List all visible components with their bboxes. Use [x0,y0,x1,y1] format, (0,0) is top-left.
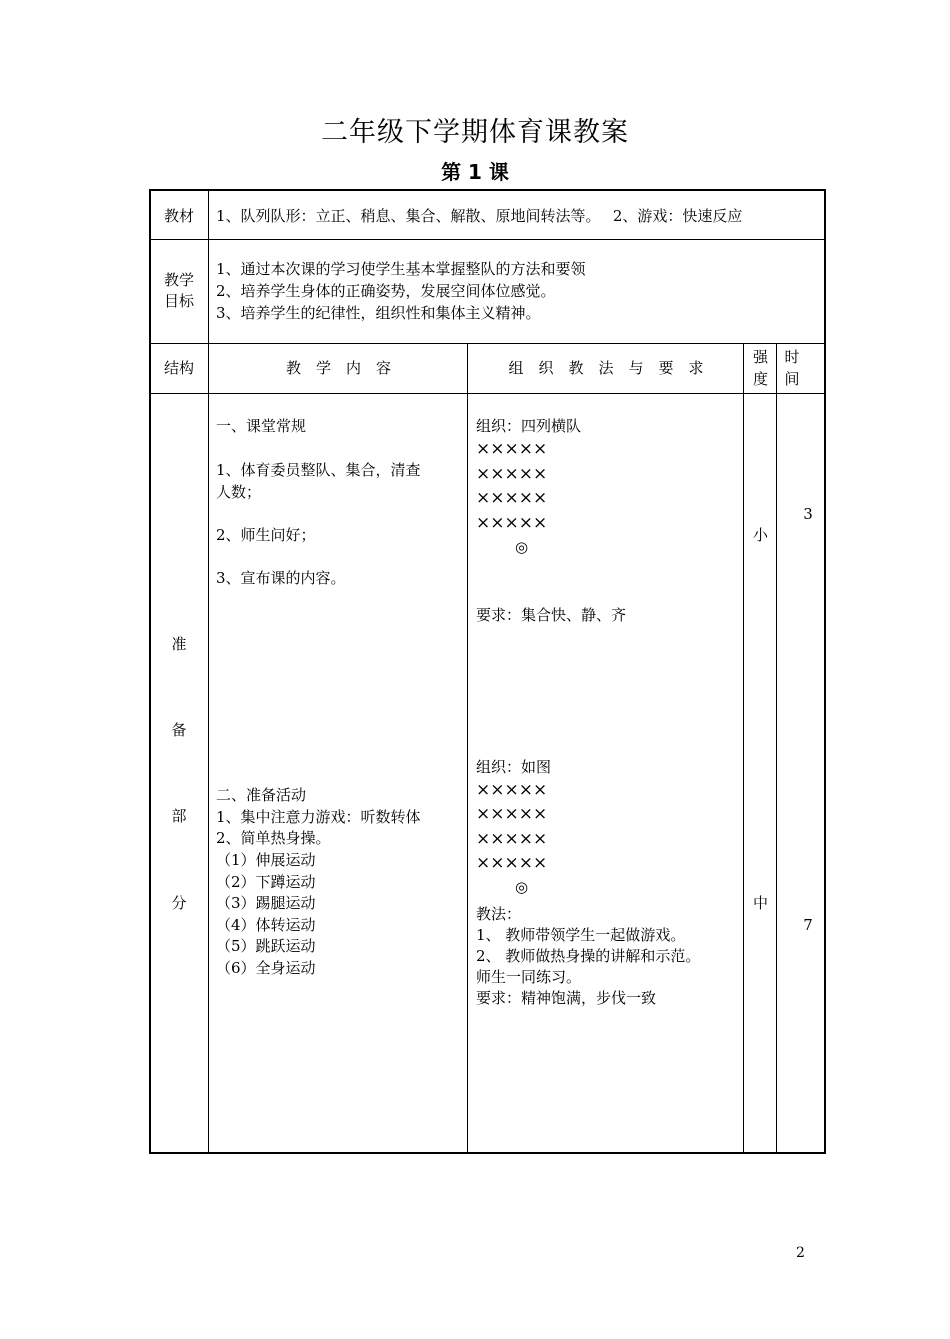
part2-line-8: （6）全身运动 [216,959,316,977]
header-intensity-line2: 度 [752,370,768,388]
material-content: 1、队列队形：立正、稍息、集合、解散、原地间转法等。 2、游戏：快速反应 [216,207,743,225]
goals-label-line1: 教学 [163,271,194,289]
part2-teacher-symbol: ◎ [515,878,529,896]
part2-line-5: （3）踢腿运动 [216,894,316,912]
part2-line-6: （4）体转运动 [216,916,316,934]
part2-method-line-1: 教法： [476,905,522,923]
table-border [149,189,826,1154]
row-divider-goals [149,343,826,344]
part1-time: 3 [803,505,813,523]
part1-item1-line1: 1、体育委员整队、集合，清查 [216,461,421,479]
header-method: 组 织 教 法 与 要 求 [508,359,704,377]
part2-line-3: （1）伸展运动 [216,851,316,869]
part1-formation-row-4: ××××× [476,513,548,533]
part2-line-1: 1、集中注意力游戏：听数转体 [216,808,421,826]
header-content: 教 学 内 容 [285,359,391,377]
section-label-char-1: 准 [171,635,187,653]
part1-heading: 一、课堂常规 [216,417,307,435]
header-structure: 结构 [163,359,194,377]
lesson-number: 第 1 课 [441,160,509,184]
part1-intensity: 小 [752,526,768,544]
col-divider-intensity [776,343,777,1154]
part1-formation-row-2: ××××× [476,464,548,484]
goals-label-line2: 目标 [163,292,194,310]
part2-formation-row-4: ××××× [476,853,548,873]
goal-item-1: 1、通过本次课的学习使学生基本掌握整队的方法和要领 [216,260,586,278]
header-intensity-line1: 强 [752,348,768,366]
part2-heading: 二、准备活动 [216,786,307,804]
section-label-char-3: 部 [171,807,187,825]
part2-line-2: 2、简单热身操。 [216,829,331,847]
material-label: 教材 [163,207,194,225]
col-divider-content [467,343,468,1154]
section-label-char-4: 分 [171,894,187,912]
part2-formation-row-2: ××××× [476,804,548,824]
part2-time: 7 [803,916,813,934]
page-number: 2 [796,1245,805,1261]
part2-method-line-5: 要求：精神饱满，步伐一致 [476,989,657,1007]
goal-item-3: 3、培养学生的纪律性，组织性和集体主义精神。 [216,304,541,322]
document-title: 二年级下学期体育课教案 [321,117,629,148]
col-divider-label [208,189,209,1154]
part1-teacher-symbol: ◎ [515,538,529,556]
part2-method-line-2: 1、 教师带领学生一起做游戏。 [476,926,686,944]
part2-line-4: （2）下蹲运动 [216,873,316,891]
part1-item1-line2: 人数； [216,483,262,501]
part1-org-label: 组织：四列横队 [476,417,582,435]
part1-formation-row-1: ××××× [476,439,548,459]
part2-method-line-3: 2、 教师做热身操的讲解和示范。 [476,947,701,965]
part2-line-7: （5）跳跃运动 [216,937,316,955]
part1-item3: 3、宣布课的内容。 [216,569,346,587]
part1-formation-row-3: ××××× [476,488,548,508]
lesson-plan-table [149,189,826,1154]
row-divider-material [149,239,826,240]
row-divider-header [149,393,826,394]
header-time-line1: 时 [784,348,800,366]
col-divider-method [743,343,744,1154]
part2-formation-row-1: ××××× [476,780,548,800]
part2-intensity: 中 [752,894,768,912]
part2-method-line-4: 师生一同练习。 [476,968,582,986]
goal-item-2: 2、培养学生身体的正确姿势，发展空间体位感觉。 [216,282,556,300]
part2-org-label: 组织：如图 [476,758,552,776]
part1-item2: 2、师生问好； [216,526,316,544]
part1-requirement: 要求：集合快、静、齐 [476,606,627,624]
part2-formation-row-3: ××××× [476,829,548,849]
header-time-line2: 间 [784,370,800,388]
section-label-char-2: 备 [171,721,187,739]
